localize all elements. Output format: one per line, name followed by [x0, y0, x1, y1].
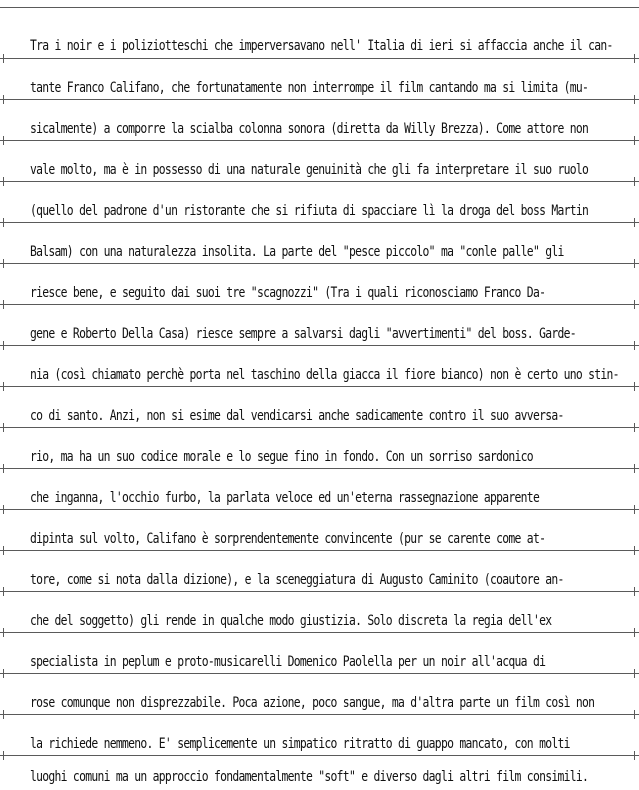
margin-tick [634, 382, 635, 391]
text-line-9: nia (così chiamato perchè porta nel taschino della giacca il fiore bianco) non è certo uno stin- [30, 367, 619, 383]
margin-tick [634, 628, 635, 637]
margin-tick [3, 751, 4, 760]
margin-tick [634, 464, 635, 473]
margin-tick [634, 136, 635, 145]
text-line-2: tante Franco Califano, che fortunatamente non interrompe il film cantando ma si limita (mu- [30, 80, 589, 96]
text-line-16: specialista in peplum e proto-musicarelli Domenico Paolella per un noir all'acqua di [30, 654, 546, 670]
margin-tick [634, 546, 635, 555]
text-line-12: che inganna, l'occhio furbo, la parlata veloce ed un'eterna rassegnazione apparente [30, 490, 540, 506]
margin-tick [3, 300, 4, 309]
margin-tick [634, 669, 635, 678]
margin-tick [634, 54, 635, 63]
text-line-13: dipinta sul volto, Califano è sorprendentemente convincente (pur se carente come at- [30, 531, 546, 547]
margin-tick [3, 710, 4, 719]
text-line-11: rio, ma ha un suo codice morale e lo segue fino in fondo. Con un sorriso sardonico [30, 449, 533, 465]
margin-tick [3, 423, 4, 432]
margin-tick [634, 751, 635, 760]
margin-tick [3, 341, 4, 350]
margin-tick [634, 218, 635, 227]
margin-tick [3, 464, 4, 473]
margin-tick [634, 505, 635, 514]
margin-tick [634, 300, 635, 309]
text-line-5: (quello del padrone d'un ristorante che si rifiuta di spacciare lì la droga del boss Martin [30, 203, 589, 219]
text-line-17: rose comunque non disprezzabile. Poca azione, poco sangue, ma d'altra parte un film così non [30, 695, 595, 711]
margin-tick [634, 423, 635, 432]
text-line-18: la richiede nemmeno. E' semplicemente un simpatico ritratto di guappo mancato, con molti [30, 736, 570, 752]
margin-tick [3, 587, 4, 596]
margin-tick [634, 177, 635, 186]
margin-tick [3, 54, 4, 63]
text-line-10: co di santo. Anzi, non si esime dal vendicarsi anche sadicamente contro il suo avversa- [30, 408, 564, 424]
margin-tick [3, 259, 4, 268]
margin-tick [634, 341, 635, 350]
margin-tick [3, 382, 4, 391]
margin-tick [634, 95, 635, 104]
margin-tick [634, 587, 635, 596]
margin-tick [634, 710, 635, 719]
ruled-line [0, 7, 639, 8]
text-line-14: tore, come si nota dalla dizione), e la sceneggiatura di Augusto Caminito (coautore an- [30, 572, 564, 588]
text-line-7: riesce bene, e seguito dai suoi tre "scagnozzi" (Tra i quali riconosciamo Franco Da- [30, 285, 546, 301]
text-line-4: vale molto, ma è in possesso di una naturale genuinità che gli fa interpretare il suo ruolo [30, 162, 589, 178]
text-line-19: luoghi comuni ma un approccio fondamentalmente "soft" e diverso dagli altri film consimili. [30, 769, 589, 785]
text-line-8: gene e Roberto Della Casa) riesce sempre a salvarsi dagli "avvertimenti" del boss. Garde- [30, 326, 576, 342]
margin-tick [3, 628, 4, 637]
margin-tick [3, 546, 4, 555]
margin-tick [634, 259, 635, 268]
text-line-6: Balsam) con una naturalezza insolita. La parte del "pesce piccolo" ma "conle palle" gli [30, 244, 564, 260]
margin-tick [3, 218, 4, 227]
margin-tick [3, 95, 4, 104]
margin-tick [3, 669, 4, 678]
text-line-1: Tra i noir e i poliziotteschi che imperversavano nell' Italia di ieri si affaccia anche il can- [30, 38, 613, 54]
text-line-15: che del soggetto) gli rende in qualche modo giustizia. Solo discreta la regia dell'ex [30, 613, 552, 629]
text-line-3: sicalmente) a comporre la scialba colonna sonora (diretta da Willy Brezza). Come attore non [30, 121, 589, 137]
margin-tick [3, 177, 4, 186]
margin-tick [3, 136, 4, 145]
margin-tick [3, 505, 4, 514]
